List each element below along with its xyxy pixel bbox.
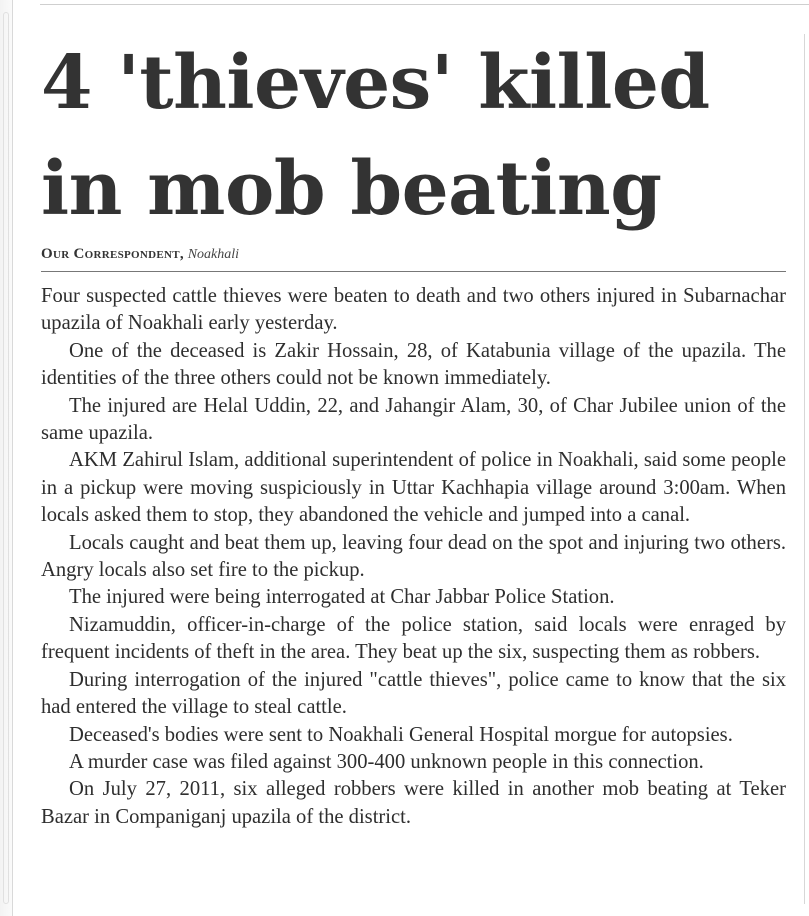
paragraph: Deceased's bodies were sent to Noakhali General Hospital morgue for autopsies. [69,723,733,746]
paragraph: Nizamuddin, officer-in-charge of the police station, said locals were enraged by frequent incidents of theft in the area. They beat up the six, suspecting them as robbers. [41,613,786,664]
paragraph: Locals caught and beat them up, leaving four dead on the spot and injuring two others. Angry locals also set fire to the pickup. [41,531,786,582]
page-edge-border [3,12,9,904]
paragraph: Four suspected cattle thieves were beaten to death and two others injured in Subarnachar upazila of Noakhali early yesterday. [41,285,786,335]
article-body [41,283,786,831]
byline-location: Noakhali [187,247,240,262]
headline-line-2: in mob beating [41,146,662,232]
right-edge-rule [804,34,805,904]
paragraph: AKM Zahirul Islam, additional superintendent of police in Noakhali, said some people in a pickup were moving suspiciously in Uttar Kachhapia village around 3:00am. When locals asked them to stop, they abandoned the vehicle and jumped into a canal. [41,449,786,527]
news-article [41,30,786,831]
page-left-edge [0,0,13,916]
paragraph: On July 27, 2011, six alleged robbers were killed in another mob beating at Teker Bazar in Companiganj upazila of the district. [41,778,786,828]
paragraph: During interrogation of the injured "cattle thieves", police came to know that the six had entered the village to steal cattle. [41,668,786,719]
byline-correspondent: Our Correspondent, [41,246,184,262]
paragraph: The injured were being interrogated at Char Jabbar Police Station. [69,586,615,609]
headline-line-1: 4 'thieves' killed [41,40,710,126]
top-rule [40,4,809,5]
headline [41,30,786,242]
paragraph: One of the deceased is Zakir Hossain, 28, of Katabunia village of the upazila. The identities of the three others could not be known immediately. [41,339,786,390]
paragraph: The injured are Helal Uddin, 22, and Jahangir Alam, 30, of Char Jubilee union of the same upazila. [41,394,786,445]
paragraph: A murder case was filed against 300-400 unknown people in this connection. [69,750,704,773]
byline [41,244,786,272]
